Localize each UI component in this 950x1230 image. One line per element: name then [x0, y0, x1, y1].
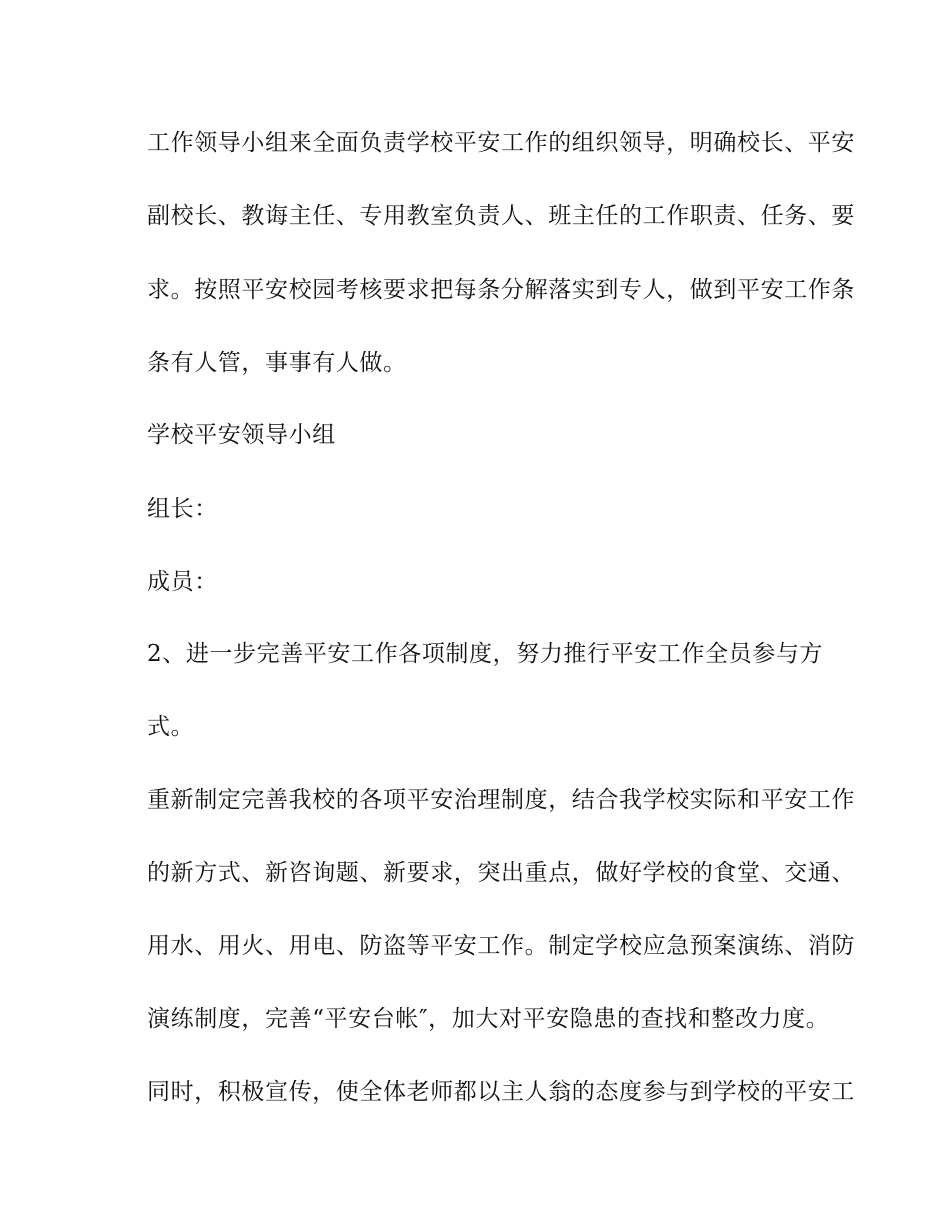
body-text-line: 同时，积极宣传，使全体老师都以主人翁的态度参与到学校的平安工 — [147, 1079, 855, 1105]
body-text-line: 求。按照平安校园考核要求把每条分解落实到专人，做到平安工作条 — [147, 277, 855, 303]
body-text-line: 演练制度，完善“平安台帐″，加大对平安隐患的查找和整改力度。 — [147, 1006, 830, 1032]
section-heading: 学校平安领导小组 — [147, 422, 336, 448]
numbered-item-2: 2、进一步完善平安工作各项制度，努力推行平安工作全员参与方 — [147, 641, 824, 667]
group-leader-label: 组长： — [147, 496, 218, 522]
body-text-line: 副校长、教诲主任、专用教室负责人、班主任的工作职责、任务、要 — [147, 203, 855, 229]
body-text-line: 的新方式、新咨询题、新要求，突出重点，做好学校的食堂、交通、 — [147, 860, 855, 886]
body-text-line: 式。 — [147, 714, 195, 740]
body-text-line: 工作领导小组来全面负责学校平安工作的组织领导，明确校长、平安 — [147, 130, 855, 156]
body-text-line: 用水、用火、用电、防盗等平安工作。制定学校应急预案演练、消防 — [147, 933, 855, 959]
body-text-line: 条有人管，事事有人做。 — [147, 350, 407, 376]
group-members-label: 成员： — [147, 569, 218, 595]
body-text-line: 重新制定完善我校的各项平安治理制度，结合我学校实际和平安工作 — [147, 787, 855, 813]
